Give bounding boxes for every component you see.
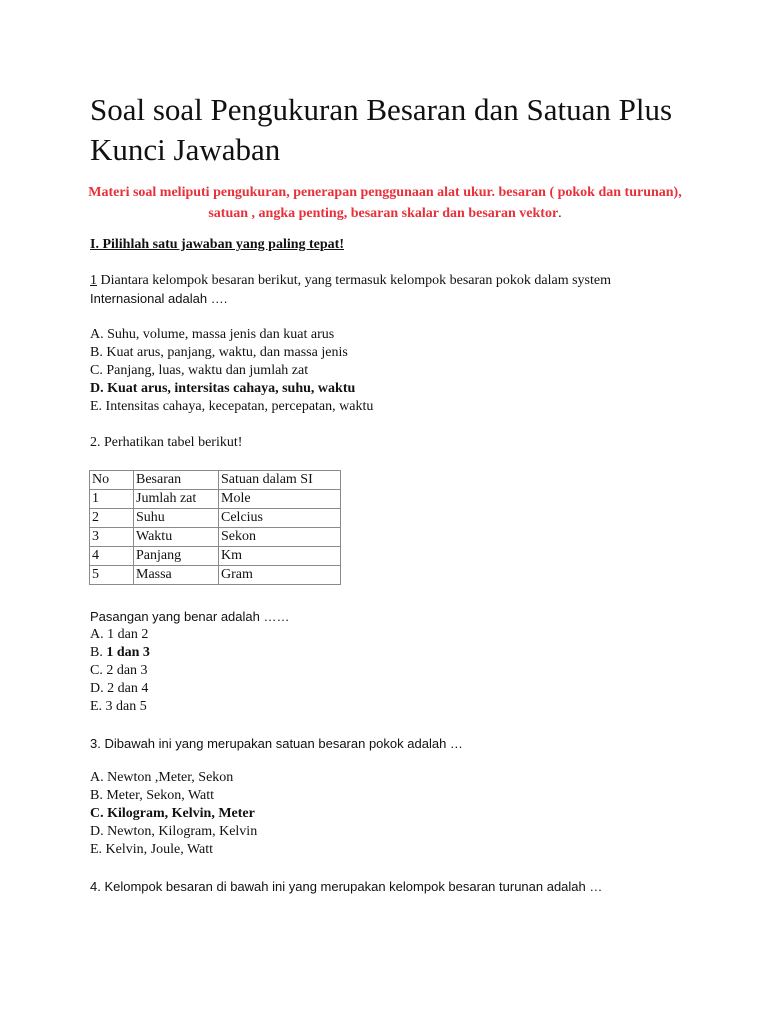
table-cell: Gram: [219, 566, 341, 585]
question-1-number: 1: [90, 273, 97, 288]
table-header-satuan: Satuan dalam SI: [219, 471, 341, 490]
q1-option-b: B. Kuat arus, panjang, waktu, dan massa jenis: [90, 345, 348, 360]
table-cell: Celcius: [219, 509, 341, 528]
q3-option-b: B. Meter, Sekon, Watt: [90, 788, 215, 803]
question-2-options: [90, 608, 289, 716]
q1-option-a: A. Suhu, volume, massa jenis dan kuat arus: [90, 327, 335, 342]
q2-option-d: D. 2 dan 4: [90, 681, 149, 696]
table-row: [90, 547, 341, 566]
q3-option-e: E. Kelvin, Joule, Watt: [90, 842, 214, 857]
document-title: Soal soal Pengukuran Besaran dan Satuan Plus Kunci Jawaban: [90, 92, 673, 167]
table-cell: 2: [90, 509, 134, 528]
question-1-line1: [90, 272, 611, 290]
table-cell: Mole: [219, 490, 341, 509]
question-1: [90, 272, 611, 308]
si-table: [89, 470, 341, 585]
table-cell: Panjang: [134, 547, 219, 566]
q2-option-b-answer: 1 dan 3: [106, 645, 150, 660]
table-cell: Km: [219, 547, 341, 566]
table-header-no: No: [90, 471, 134, 490]
table-cell: 5: [90, 566, 134, 585]
intro-paragraph: [80, 182, 690, 224]
intro-text: Materi soal meliputi pengukuran, penerapan penggunaan alat ukur. besaran ( pokok dan turunan), satuan , angka penting, besaran skalar dan besaran vektor: [88, 185, 682, 221]
q2-prompt: Pasangan yang benar adalah ……: [90, 609, 290, 624]
table-cell: Jumlah zat: [134, 490, 219, 509]
section-heading: I. Pilihlah satu jawaban yang paling tepat!: [90, 237, 344, 252]
question-1-options: [90, 326, 373, 416]
table-cell: Sekon: [219, 528, 341, 547]
table-row: [90, 566, 341, 585]
intro-period: .: [558, 206, 562, 221]
question-2: 2. Perhatikan tabel berikut!: [90, 435, 243, 450]
q3-option-d: D. Newton, Kilogram, Kelvin: [90, 824, 258, 839]
question-3: 3. Dibawah ini yang merupakan satuan besaran pokok adalah …: [90, 736, 463, 751]
table-cell: Suhu: [134, 509, 219, 528]
table-row: [90, 509, 341, 528]
q2-option-a: A. 1 dan 2: [90, 627, 149, 642]
q3-option-a: A. Newton ,Meter, Sekon: [90, 770, 234, 785]
question-3-options: [90, 769, 257, 859]
table-cell: Massa: [134, 566, 219, 585]
table-row: [90, 490, 341, 509]
q3-option-c-answer: C. Kilogram, Kelvin, Meter: [90, 806, 255, 821]
q2-option-b: [90, 644, 289, 662]
table-header-row: [90, 471, 341, 490]
q1-option-c: C. Panjang, luas, waktu dan jumlah zat: [90, 363, 309, 378]
question-1-line2: Internasional adalah ….: [90, 291, 228, 306]
table-cell: 3: [90, 528, 134, 547]
table-cell: 4: [90, 547, 134, 566]
q1-option-e: E. Intensitas cahaya, kecepatan, percepatan, waktu: [90, 399, 374, 414]
table-cell: Waktu: [134, 528, 219, 547]
q1-option-d-answer: D. Kuat arus, intersitas cahaya, suhu, waktu: [90, 381, 356, 396]
table-cell: 1: [90, 490, 134, 509]
question-1-text: Diantara kelompok besaran berikut, yang termasuk kelompok besaran pokok dalam system: [97, 273, 611, 288]
table-header-besaran: Besaran: [134, 471, 219, 490]
q2-option-b-letter: B.: [90, 645, 107, 660]
q2-option-e: E. 3 dan 5: [90, 699, 147, 714]
q2-option-c: C. 2 dan 3: [90, 663, 148, 678]
table-row: [90, 528, 341, 547]
question-4: 4. Kelompok besaran di bawah ini yang merupakan kelompok besaran turunan adalah …: [90, 879, 603, 894]
